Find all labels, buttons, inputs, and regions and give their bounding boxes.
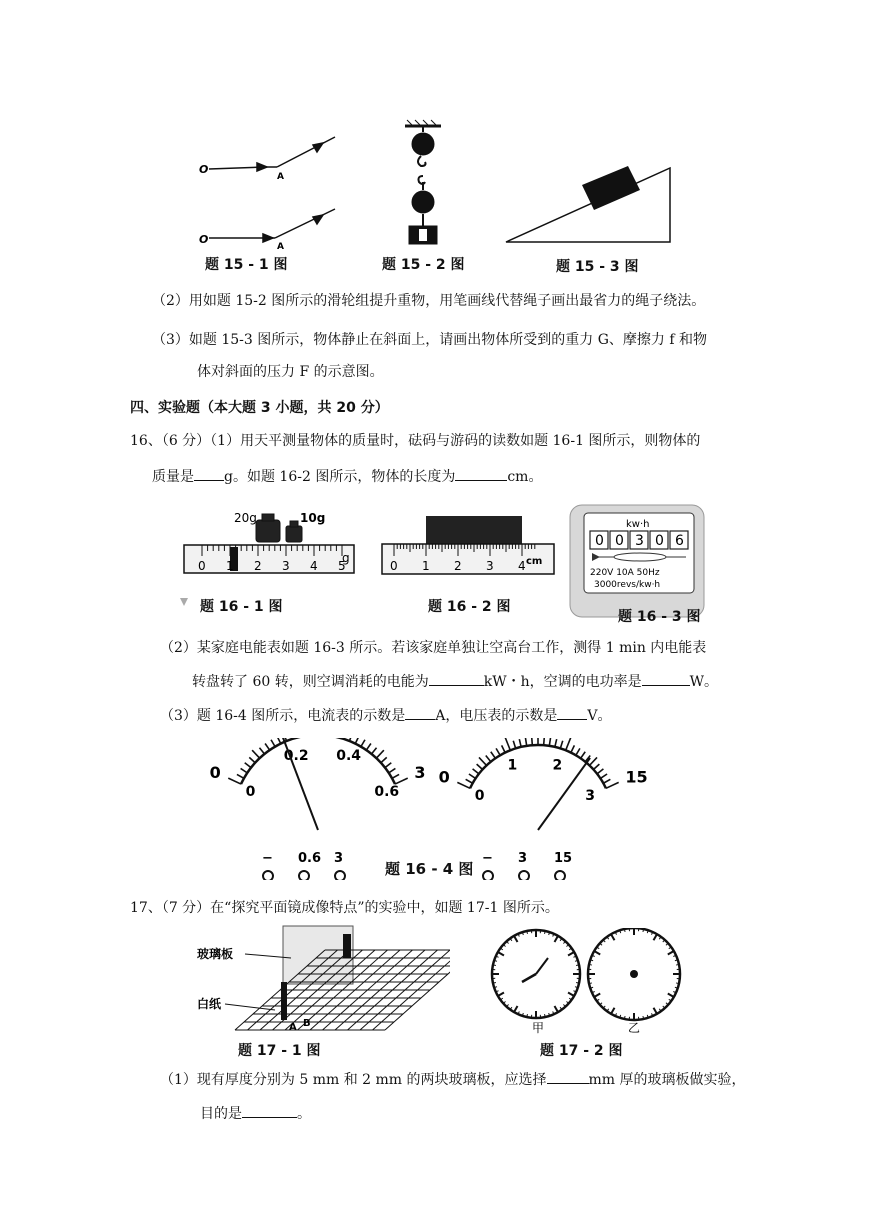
voltmeter-terminal xyxy=(519,871,529,880)
q16-part2-line2 xyxy=(192,671,718,692)
current-answer-blank[interactable] xyxy=(405,705,435,720)
purpose-answer-blank[interactable] xyxy=(242,1103,297,1118)
voltmeter-inner-label: 2 xyxy=(552,757,563,774)
q15-part2: （2）用如题 15-2 图所示的滑轮组提升重物，用笔画线代替绳子画出最省力的绳子绕法。 xyxy=(152,293,706,309)
voltage-answer-blank[interactable] xyxy=(557,705,587,720)
figure-17-1 xyxy=(195,922,450,1052)
q16-line2-c: cm。 xyxy=(507,469,543,485)
caption-15-2: 题 15 - 2 图 xyxy=(382,257,465,273)
ammeter-terminal-label: − xyxy=(262,851,273,866)
section-title: 四、实验题（本大题 3 小题，共 20 分） xyxy=(130,400,389,416)
q16-part2-line2-b: kW・h，空调的电功率是 xyxy=(483,674,642,690)
label-a: A xyxy=(289,1022,297,1033)
q16-line2 xyxy=(152,466,542,487)
label-glass-plate: 玻璃板 xyxy=(197,947,234,961)
label-o2: O xyxy=(199,233,209,246)
scale1-tick-label: 2 xyxy=(254,559,262,573)
scale1-tick-label: 5 xyxy=(338,559,346,573)
q17-part1-line2-b: 。 xyxy=(297,1106,311,1122)
q17-line1: 17、（7 分）在“探究平面镜成像特点”的实验中，如题 17-1 图所示。 xyxy=(130,900,559,916)
ammeter-terminal-label: 0.6 xyxy=(298,851,322,866)
label-a2: A xyxy=(277,242,284,252)
q16-part3-a: （3）题 16-4 图所示，电流表的示数是 xyxy=(160,708,406,724)
ammeter-outer-label: 0 xyxy=(209,763,221,783)
caption-17-1: 题 17 - 1 图 xyxy=(238,1043,321,1059)
voltmeter-terminal-label: 3 xyxy=(518,851,528,866)
ammeter-outer-label: 3 xyxy=(414,763,426,783)
ruler-tick-label: 0 xyxy=(390,559,398,573)
label-o1: O xyxy=(199,163,209,176)
meter-spec-line2: 3000revs/kw·h xyxy=(594,580,661,590)
voltmeter-needle xyxy=(538,758,590,830)
voltmeter-inner-label: 0 xyxy=(474,788,485,805)
ruler-tick-label: 3 xyxy=(486,559,494,573)
ammeter-terminal xyxy=(299,871,309,880)
q17-part1-line1-b: mm 厚的玻璃板做实验， xyxy=(588,1072,746,1088)
ammeter-inner-label: 0.6 xyxy=(374,783,400,800)
meter-digit: 6 xyxy=(675,533,684,549)
q15-part3-line1: （3）如题 15-3 图所示，物体静止在斜面上，请画出物体所受到的重力 G、摩擦力 f 和物 xyxy=(152,332,707,348)
length-answer-blank[interactable] xyxy=(455,466,507,481)
ammeter-inner-label: 0 xyxy=(245,783,256,800)
q16-part3 xyxy=(160,705,612,726)
label-white-paper: 白纸 xyxy=(197,997,222,1011)
caption-17-2: 题 17 - 2 图 xyxy=(540,1043,623,1059)
figure-16-3-energy-meter xyxy=(568,503,708,621)
caption-16-1: 题 16 - 1 图 xyxy=(200,599,283,615)
meter-spec-line1: 220V 10A 50Hz xyxy=(590,568,660,578)
q16-part3-b: A，电压表的示数是 xyxy=(435,708,558,724)
caption-16-3: 题 16 - 3 图 xyxy=(618,609,701,625)
weight-10g-label: 10g xyxy=(300,511,326,525)
q16-part2-line2-c: W。 xyxy=(689,674,718,690)
label-yi: 乙 xyxy=(628,1021,641,1035)
thickness-answer-blank[interactable] xyxy=(547,1069,589,1084)
ruler-tick-label: 2 xyxy=(454,559,462,573)
scale1-tick-label: 0 xyxy=(198,559,206,573)
figure-15-1 xyxy=(195,125,370,255)
ammeter-terminal-label: 3 xyxy=(334,851,344,866)
caption-16-2: 题 16 - 2 图 xyxy=(428,599,511,615)
caption-15-1: 题 15 - 1 图 xyxy=(205,257,288,273)
power-answer-blank[interactable] xyxy=(642,671,690,686)
ruler-unit: cm xyxy=(526,556,543,567)
label-a1: A xyxy=(277,172,284,182)
q17-part1-line2 xyxy=(200,1103,311,1124)
scale1-tick-label: 1 xyxy=(226,559,234,573)
figure-17-2-clocks xyxy=(486,928,686,1038)
q15-part3-line2: 体对斜面的压力 F 的示意图。 xyxy=(197,364,384,380)
figure-16-2 xyxy=(380,512,560,582)
ammeter-inner-label: 0.4 xyxy=(336,748,362,765)
figure-15-3 xyxy=(500,160,680,250)
q16-line1: 16、（6 分）（1）用天平测量物体的质量时，砝码与游码的读数如题 16-1 图所示，则物体的 xyxy=(130,433,701,449)
clock-yi-center xyxy=(630,970,638,978)
ammeter-terminal xyxy=(335,871,345,880)
voltmeter-terminal xyxy=(555,871,565,880)
voltmeter-terminal-label: − xyxy=(482,851,493,866)
q16-part2-line2-a: 转盘转了 60 转，则空调消耗的电能为 xyxy=(192,674,429,690)
meter-digit: 3 xyxy=(635,533,644,549)
q17-part1-line1-a: （1）现有厚度分别为 5 mm 和 2 mm 的两块玻璃板，应选择 xyxy=(160,1072,547,1088)
label-b: B xyxy=(303,1018,311,1029)
ammeter-terminal xyxy=(263,871,273,880)
mass-answer-blank[interactable] xyxy=(194,466,224,481)
energy-answer-blank[interactable] xyxy=(429,671,484,686)
voltmeter-inner-label: 1 xyxy=(507,757,518,774)
ruler-tick-label: 1 xyxy=(422,559,430,573)
ruler-tick-label: 4 xyxy=(518,559,526,573)
voltmeter-outer-label: 0 xyxy=(438,767,450,787)
caption-15-3: 题 15 - 3 图 xyxy=(556,259,639,275)
q16-line2-b: g。如题 16-2 图所示，物体的长度为 xyxy=(224,469,456,485)
q16-part2-line1: （2）某家庭电能表如题 16-3 所示。若该家庭单独让空高台工作，测得 1 min 内电能表 xyxy=(160,640,707,656)
caption-16-4: 题 16 - 4 图 xyxy=(385,860,474,878)
meter-digit: 0 xyxy=(595,533,604,549)
meter-digit: 0 xyxy=(615,533,624,549)
weight-20g-label: 20g xyxy=(234,511,257,525)
figure-15-2 xyxy=(385,118,465,250)
figure-16-1 xyxy=(180,500,360,610)
meter-digit: 0 xyxy=(655,533,664,549)
q16-line2-a: 质量是 xyxy=(152,469,194,485)
ammeter-inner-label: 0.2 xyxy=(283,748,309,765)
voltmeter-outer-label: 15 xyxy=(625,767,648,787)
scale1-tick-label: 3 xyxy=(282,559,290,573)
meter-unit: kw·h xyxy=(626,519,650,530)
q17-part1-line2-a: 目的是 xyxy=(200,1106,242,1122)
q17-part1-line1 xyxy=(160,1069,746,1090)
voltmeter-inner-label: 3 xyxy=(585,788,596,805)
voltmeter-terminal-label: 15 xyxy=(554,851,573,866)
scale1-unit: g xyxy=(342,551,350,565)
q16-part3-c: V。 xyxy=(587,708,612,724)
label-jia: 甲 xyxy=(532,1021,545,1035)
voltmeter-terminal xyxy=(483,871,493,880)
scale1-tick-label: 4 xyxy=(310,559,318,573)
